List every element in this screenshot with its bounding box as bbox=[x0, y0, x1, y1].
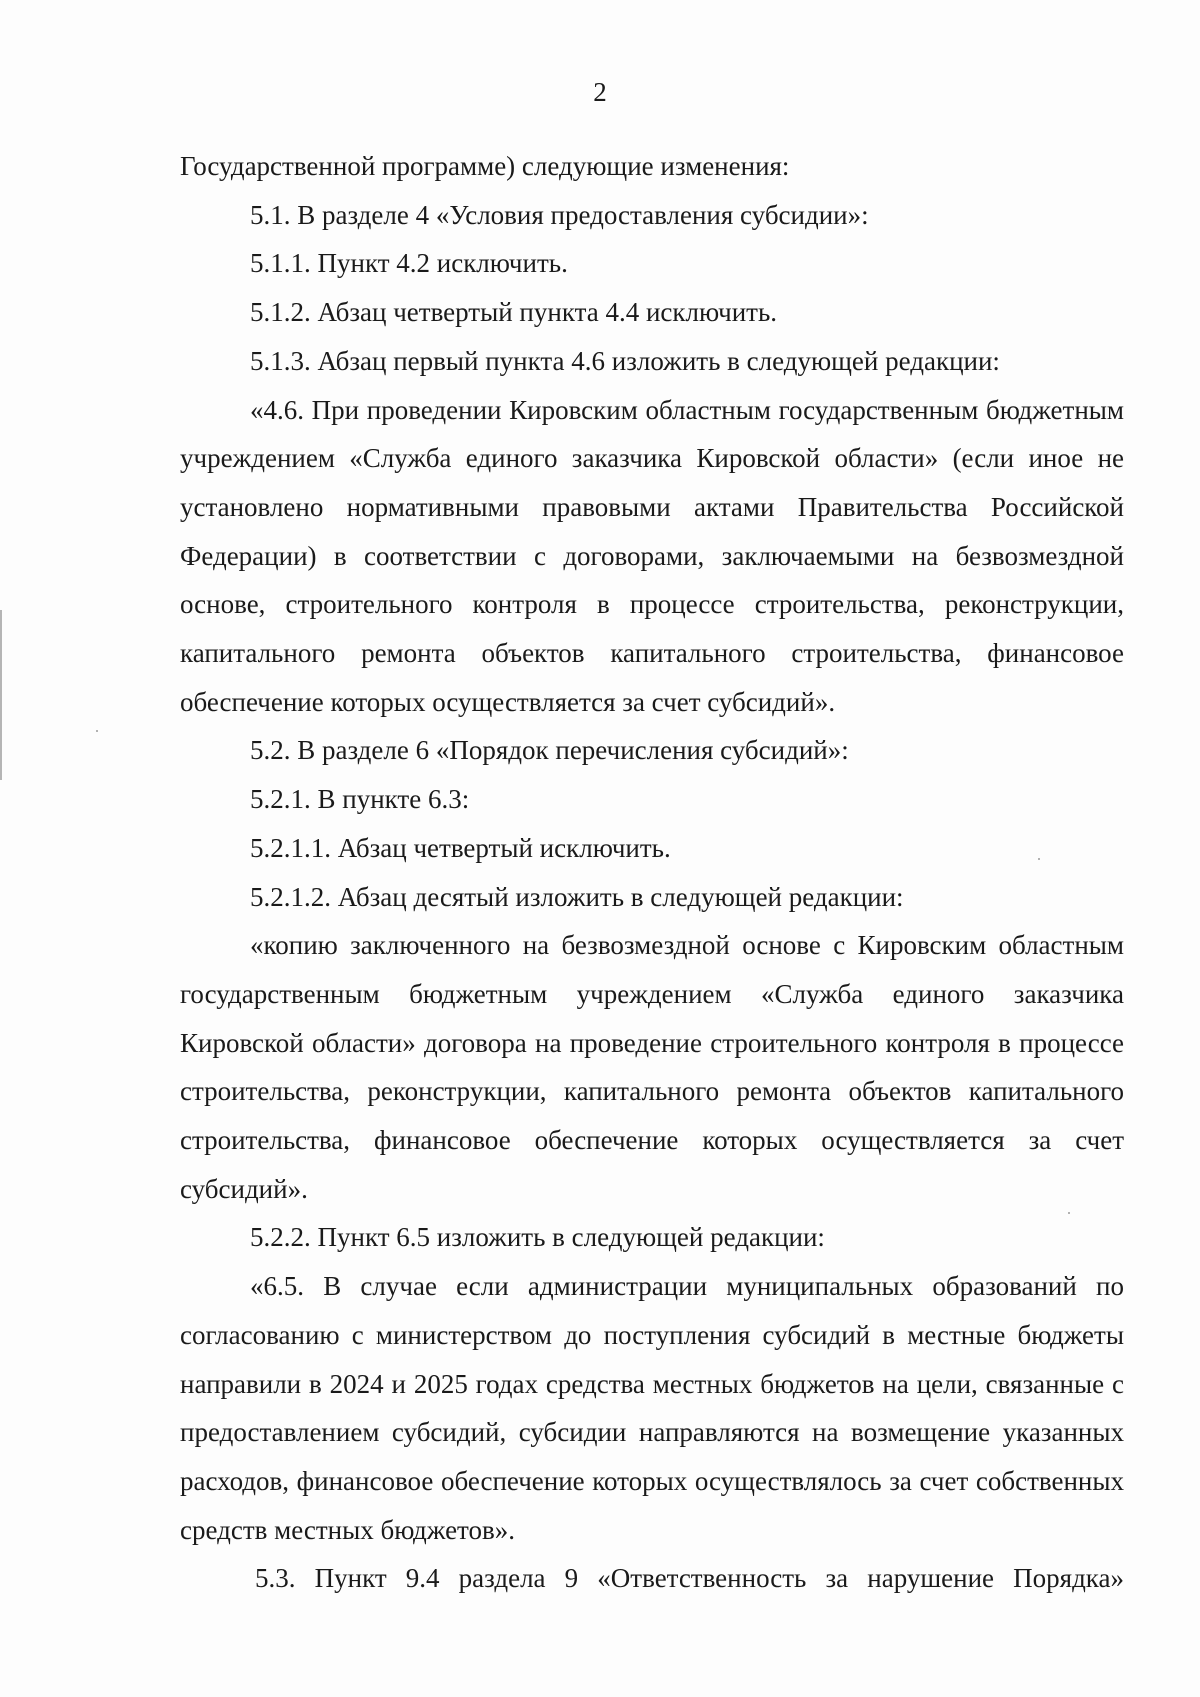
scan-edge-mark bbox=[0, 610, 2, 780]
quoted-clause-6-5: «6.5. В случае если администрации муниципальных образований по согласованию с министерством до поступления субсидий в местные бюджеты направили в 2024 и 2025 годах средства местных бюджетов на цели, связанные с предоставлением субсидий, субсидии направляются на возмещение указанных расходов, финансовое обеспечение которых осуществлялось за счет собственных средств местных бюджетов». bbox=[180, 1271, 1124, 1545]
quoted-clause-4-6: «4.6. При проведении Кировским областным государственным бюджетным учреждением «Служба единого заказчика Кировской области» (если иное не установлено нормативными правовыми актами Правительства Российской Федерации) в соответствии с договорами, заключаемыми на безвозмездной основе, строительного контроля в процессе строительства, реконструкции, капитального ремонта объектов капитального строительства, финансовое обеспечение которых осуществляется за счет субсидий». bbox=[180, 394, 1124, 717]
paragraph-5-2: 5.2. В разделе 6 «Порядок перечисления субсидий»: bbox=[250, 735, 849, 766]
quoted-clause-copy-contract: «копию заключенного на безвозмездной основе с Кировским областным государственным бюджетным учреждением «Служба единого заказчика Кировской области» договора на проведение строительного контроля в процессе строительства, реконструкции, капитального ремонта объектов капитального строительства, финансовое обеспечение которых осуществляется за счет субсидий». bbox=[180, 930, 1124, 1204]
paragraph-continuation: Государственной программе) следующие изменения: bbox=[180, 151, 790, 181]
scan-speck bbox=[96, 730, 98, 732]
paragraph-5-1: 5.1. В разделе 4 «Условия предоставления субсидии»: bbox=[250, 199, 869, 230]
document-body bbox=[180, 142, 1124, 1603]
paragraph-5-2-1-1: 5.2.1.1. Абзац четвертый исключить. bbox=[250, 832, 671, 863]
paragraph-5-2-1: 5.2.1. В пункте 6.3: bbox=[250, 784, 470, 815]
paragraph-5-3: 5.3. Пункт 9.4 раздела 9 «Ответственность за нарушение Порядка» bbox=[255, 1563, 1124, 1594]
paragraph-5-2-2: 5.2.2. Пункт 6.5 изложить в следующей редакции: bbox=[250, 1222, 825, 1253]
paragraph-5-1-3: 5.1.3. Абзац первый пункта 4.6 изложить в следующей редакции: bbox=[250, 345, 1000, 376]
paragraph-5-1-2: 5.1.2. Абзац четвертый пункта 4.4 исключить. bbox=[250, 297, 778, 328]
paragraph-5-1-1: 5.1.1. Пункт 4.2 исключить. bbox=[250, 248, 568, 279]
paragraph-5-2-1-2: 5.2.1.2. Абзац десятый изложить в следующей редакции: bbox=[250, 881, 904, 912]
page-number: 2 bbox=[593, 77, 607, 107]
